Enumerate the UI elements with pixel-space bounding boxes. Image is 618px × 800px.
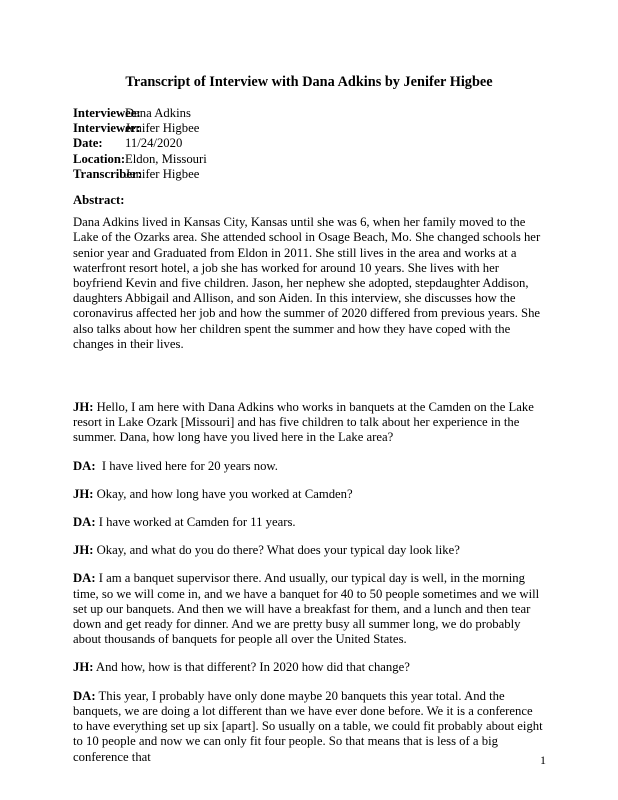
transcript-section xyxy=(73,400,545,765)
page-number: 1 xyxy=(540,753,546,767)
speaker-label: JH: xyxy=(73,660,94,675)
page-title: Transcript of Interview with Dana Adkins by Jenifer Higbee xyxy=(125,74,493,90)
abstract-body: Dana Adkins lived in Kansas City, Kansas until she was 6, when her family moved to the Lake of the Ozarks area. She attended school in Osage Beach, Mo. She changed schools her senior year and Graduated from Eldon in 2011. She still lives in the area and works at a waterfront resort hotel, a job she has worked for around 10 years. She lives with her boyfriend Kevin and five children. Jason, her nephew she adopted, stepdaughter Addison, daughters Abbigail and Allison, and son Aiden. In this interview, she discusses how the coronavirus affected her job and how the summer of 2020 differed from previous years. She also talks about how her children spent the summer and how they have coped with the changes in their lives. xyxy=(73,215,541,351)
metadata-value: Jenifer Higbee xyxy=(125,121,200,136)
speaker-label: JH: xyxy=(73,400,94,415)
turn-text: This year, I probably have only done maybe 20 banquets this year total. And the banquets, we are doing a lot different than we have ever done before. We it is a conference to have everything set up six [apart]. So usually on a table, we could fit probably about eight to 10 people and now we can only fit four people. So that means that is less of a big conference that xyxy=(73,688,546,764)
metadata-value: Dana Adkins xyxy=(125,106,191,120)
metadata-label: Location: xyxy=(73,151,126,166)
metadata-label: Interviewee: xyxy=(73,106,141,120)
speaker-label: DA: xyxy=(73,515,96,530)
transcript-turn xyxy=(73,487,545,502)
metadata-row-interviewer xyxy=(73,121,545,136)
speaker-label: DA: xyxy=(73,571,96,586)
transcript-turn xyxy=(73,660,545,675)
transcript-turn xyxy=(73,543,545,558)
turn-text: I am a banquet supervisor there. And usually, our typical day is well, in the morning time, so we will come in, and we have a banquet for 40 to 50 people sometimes and we will set up our banquets. And then we will have a breakfast for them, and a lunch and then tear down and get ready for dinner. And we are pretty busy all summer long, we do probably about thousands of banquets for people all over the United States. xyxy=(73,571,543,647)
turn-text: I have worked at Camden for 11 years. xyxy=(95,515,296,530)
speaker-label: DA: xyxy=(73,688,96,703)
transcript-turn xyxy=(73,689,545,765)
turn-text: Hello, I am here with Dana Adkins who works in banquets at the Camden on the Lake resort in Lake Ozark [Missouri] and has five children to talk about her experience in the summer. Dana, how long have you lived here in the Lake area? xyxy=(73,400,538,445)
speaker-label: JH: xyxy=(73,543,94,558)
page-footer xyxy=(540,753,546,767)
metadata-label: Transcriber: xyxy=(73,166,142,181)
transcript-turn xyxy=(73,459,545,474)
turn-text: I have lived here for 20 years now. xyxy=(95,458,278,473)
metadata-row-interviewee xyxy=(73,106,545,121)
turn-text: Okay, and what do you do there? What does your typical day look like? xyxy=(93,543,460,558)
abstract-heading: Abstract: xyxy=(73,193,125,208)
speaker-label: DA: xyxy=(73,458,96,473)
transcript-turn xyxy=(73,571,545,647)
metadata-value: Eldon, Missouri xyxy=(125,151,207,166)
turn-text: Okay, and how long have you worked at Camden? xyxy=(93,486,353,501)
metadata-label: Interviewer: xyxy=(73,121,141,136)
metadata-row-transcriber xyxy=(73,167,545,182)
metadata-block xyxy=(73,106,545,182)
metadata-value: 11/24/2020 xyxy=(125,136,183,151)
metadata-label: Date: xyxy=(73,136,103,151)
transcript-turn xyxy=(73,515,545,530)
turn-text: And how, how is that different? In 2020 how did that change? xyxy=(93,660,410,675)
speaker-label: JH: xyxy=(73,486,94,501)
metadata-value: Jenifer Higbee xyxy=(125,166,200,181)
transcript-turn xyxy=(73,400,545,446)
metadata-row-location xyxy=(73,152,545,167)
metadata-row-date xyxy=(73,136,545,151)
